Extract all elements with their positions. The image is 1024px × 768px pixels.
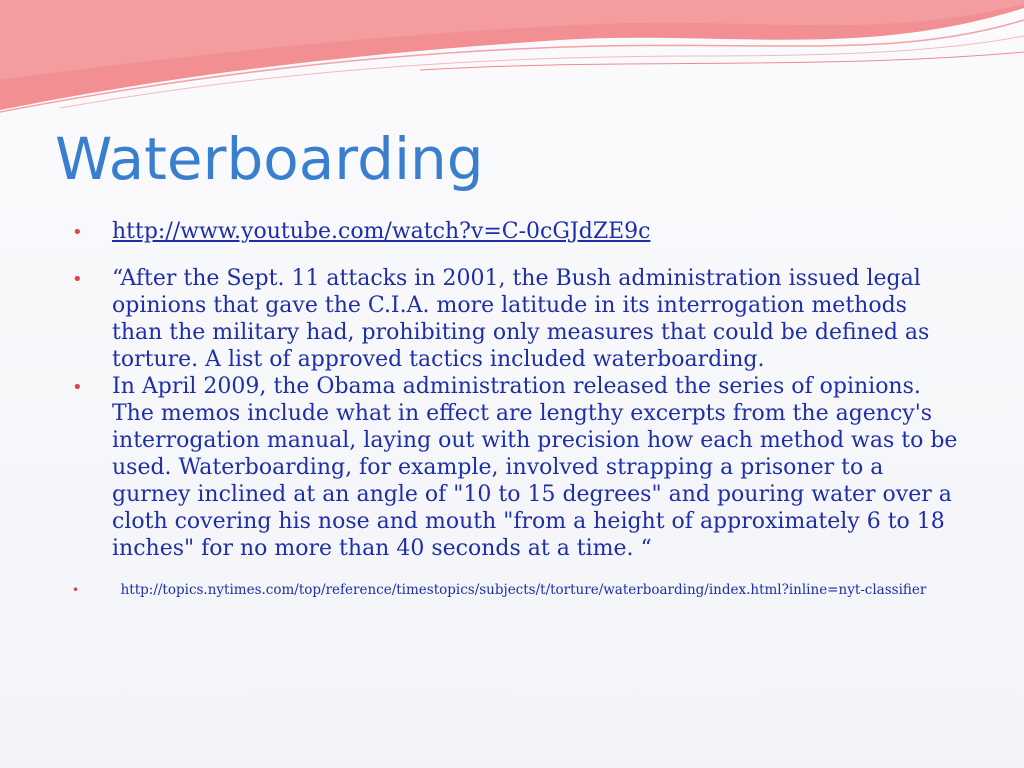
bullet-dot-icon: • [72, 269, 83, 290]
header-wave-decoration [0, 0, 1024, 120]
bullet-text: In April 2009, the Obama administration released the series of opinions. The memos include what in effect are lengthy excerpts from the agency's interrogation manual, laying out with precision how each method was to be used. Waterboarding, for example, involved strapping a prisoner to a gurney inclined at an angle of "10 to 15 degrees" and pouring water over a cloth covering his nose and mouth "from a height of approximately 6 to 18 inches" for no more than 40 seconds at a time. “ [112, 374, 958, 561]
bullet-dot-icon: • [72, 377, 83, 398]
bullet-item-nytimes-source [72, 582, 962, 599]
youtube-link[interactable]: http://www.youtube.com/watch?v=C-0cGJdZE9c [112, 219, 651, 244]
bullet-item-obama-administration [72, 373, 962, 562]
slide-title: Waterboarding [55, 125, 484, 193]
nytimes-source-text: http://topics.nytimes.com/top/reference/timestopics/subjects/t/torture/waterboarding/index.html?inline=nyt-classifier [112, 582, 927, 598]
bullet-text: “After the Sept. 11 attacks in 2001, the Bush administration issued legal opinions that gave the C.I.A. more latitude in its interrogation methods than the military had, prohibiting only measures that could be defined as torture. A list of approved tactics included waterboarding. [112, 266, 930, 372]
bullet-item-bush-administration [72, 265, 962, 373]
wave-line-3 [420, 52, 1024, 70]
bullet-dot-icon: • [72, 222, 83, 243]
bullet-dot-icon: • [72, 583, 80, 597]
bullet-item-youtube-link [72, 218, 962, 245]
slide-body [72, 218, 962, 599]
